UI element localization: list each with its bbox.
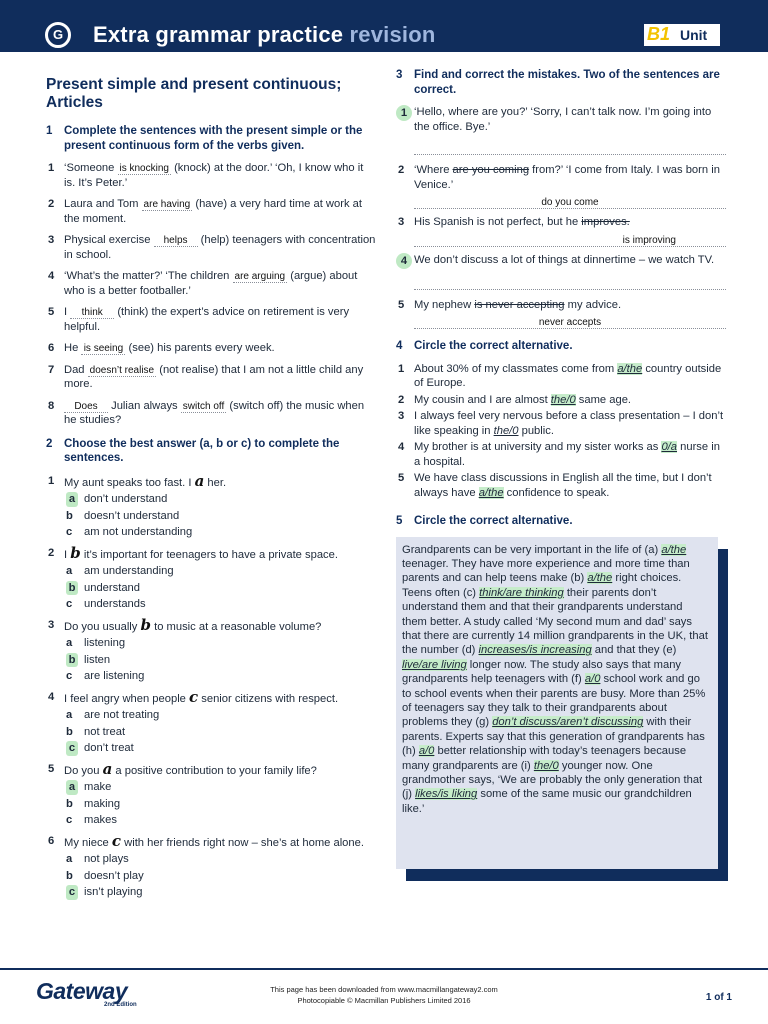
answer-option[interactable]: c makes xyxy=(66,814,117,826)
answer-blank[interactable]: doesn’t realise xyxy=(89,364,155,376)
answer-option[interactable]: b doesn’t play xyxy=(66,869,144,882)
selected-alternative[interactable]: a/the xyxy=(617,362,643,375)
answer-blank[interactable]: Does xyxy=(64,401,108,413)
exercise-number: 5 xyxy=(396,515,403,527)
exercise-instruction: Circle the correct alternative. xyxy=(414,340,573,352)
list-item: 5 I think (think) the expert’s advice on retirement is very helpful. xyxy=(48,306,350,333)
selected-alternative[interactable]: likes/is liking xyxy=(415,788,478,801)
answer-options xyxy=(66,636,376,684)
exercise-instruction: Find and correct the mistakes. Two of the sentences are correct. xyxy=(414,69,720,96)
answer-line[interactable]: do you come xyxy=(414,196,726,209)
answer-option[interactable]: a listening xyxy=(66,637,126,649)
answer-option[interactable]: a are not treating xyxy=(66,709,160,721)
right-column xyxy=(396,68,726,878)
section-title: Present simple and present continuous; Articles xyxy=(46,76,342,111)
selected-alternative[interactable]: the/0 xyxy=(493,424,519,437)
list-item: 5 My nephew is never accepting my advice. xyxy=(398,298,622,311)
answer-option[interactable]: c am not understanding xyxy=(66,526,193,538)
list-item: 2 My cousin and I are almost the/0 same age. xyxy=(398,393,632,406)
selected-alternative[interactable]: think/are thinking xyxy=(479,586,564,599)
page-header xyxy=(0,0,768,52)
answer-option[interactable]: a am understanding xyxy=(66,565,174,577)
handwritten-answer: c xyxy=(189,687,199,706)
list-item: 8 Does Julian always switch off (switch off) the music when he studies? xyxy=(48,399,365,426)
left-column xyxy=(46,68,376,909)
answer-option[interactable]: b doesn’t understand xyxy=(66,509,180,522)
answer-line[interactable]: never accepts xyxy=(414,316,726,329)
answer-option[interactable]: b making xyxy=(66,797,121,810)
list-item: 6 He is seeing (see) his parents every week. xyxy=(48,342,275,354)
unit-label: Unit xyxy=(680,27,708,43)
answer-option[interactable]: b not treat xyxy=(66,725,126,738)
answer-blank[interactable]: are arguing xyxy=(234,271,286,282)
list-item: 1 ‘Hello, where are you?’ ‘Sorry, I can’t talk now. I’m going into the office. Bye.’ xyxy=(396,105,726,134)
answer-options xyxy=(66,564,376,612)
answer-option[interactable]: b listen xyxy=(66,653,376,668)
answer-option[interactable]: a not plays xyxy=(66,853,129,865)
copyright-note: Photocopiable © Macmillan Publishers Limited 2016 xyxy=(297,996,471,1005)
footer-rule xyxy=(0,968,768,970)
handwritten-answer: b xyxy=(140,615,151,634)
list-item: 3 Do you usually b to music at a reasonable volume? xyxy=(48,615,322,634)
list-item: 3 I always feel very nervous before a class presentation – I don’t like speaking in the/0 public. xyxy=(398,410,724,437)
level-label: B1 xyxy=(647,24,671,44)
handwritten-answer: a xyxy=(194,471,205,490)
selected-alternative[interactable]: increases/is increasing xyxy=(478,644,592,657)
answer-line[interactable]: is improving xyxy=(414,234,726,247)
handwritten-answer: c xyxy=(111,831,122,850)
list-item: 7 Dad doesn’t realise (not realise) that I am not a little child any more. xyxy=(48,363,364,390)
page-title: Extra grammar practice revision xyxy=(93,22,436,47)
list-item: 2 ‘Where are you coming from?’ ‘I come from Italy. I was born in Venice.’ xyxy=(398,164,720,191)
answer-blank[interactable]: helps xyxy=(154,235,198,247)
answer-options xyxy=(66,708,376,756)
exercise-2-items xyxy=(46,471,376,900)
unit-number-block xyxy=(720,22,732,48)
answer-options xyxy=(66,780,376,828)
list-item: 5 We have class discussions in English all the time, but I don’t always have a/the confidence to speak. xyxy=(398,472,712,499)
exercise-4 xyxy=(396,339,726,500)
list-item: 2 I b it’s important for teenagers to have a private space. xyxy=(48,543,338,562)
answer-option[interactable]: c don’t treat xyxy=(66,741,376,756)
list-item: 4 My brother is at university and my sister works as 0/a nurse in a hospital. xyxy=(398,441,720,468)
reading-passage: Grandparents can be very important in the life of (a) a/the teenager. They have more experience and more time than parents and can help teens make (b) a/the right choices. Teens often (c) think/are thinking their parents don’t understand them and that their grandparents understand them better. A study called ‘My second mum and dad’ says that there are currently 14 million grandparents in the UK, that the number (d) increases/is increasing and that they (e) live/are living longer now. The study also says that many grandparents help teenagers with (f) a/0 school work and go to school events when their parents are busy. More than 25% of teenagers say they talk to their grandparents about problems they (g) don’t discuss/aren’t discussing with their parents. Experts say that this generation of grandparents has (h) a/0 better relationship with today’s teenagers because many grandparents are (i) the/0 younger now. One grandmother says, ‘We are probably the only generation that (j) likes/is liking some of the same music our grandchildren like.’ xyxy=(396,537,718,869)
exercise-2 xyxy=(46,437,376,900)
exercise-5 xyxy=(396,514,726,869)
answer-blank[interactable]: think xyxy=(70,307,114,319)
exercise-3 xyxy=(396,68,726,329)
selected-alternative[interactable]: a/0 xyxy=(418,745,435,758)
answer-options xyxy=(66,492,376,540)
selected-alternative[interactable]: live/are living xyxy=(402,658,467,671)
exercise-number: 4 xyxy=(396,340,403,352)
list-item: 3 Physical exercise helps (help) teenagers with concentration in school. xyxy=(48,234,376,261)
circled-number: 1 xyxy=(396,105,412,121)
list-item: 4 I feel angry when people c senior citizens with respect. xyxy=(48,687,339,706)
list-item: 1 ‘Someone is knocking (knock) at the door.’ ‘Oh, I know who it is. It’s Peter.’ xyxy=(48,162,364,189)
selected-alternative[interactable]: a/the xyxy=(478,486,504,499)
selected-alternative[interactable]: 0/a xyxy=(661,441,678,453)
list-item: 1 My aunt speaks too fast. I a her. xyxy=(48,471,227,490)
selected-alternative[interactable]: a/0 xyxy=(584,673,601,686)
circled-number: 4 xyxy=(396,253,412,269)
selected-alternative[interactable]: don’t discuss/aren’t discussing xyxy=(492,716,644,729)
answer-option[interactable]: c are listening xyxy=(66,670,145,682)
list-item: 4 ‘What’s the matter?’ ‘The children are arguing (argue) about who is a better footballer.’ xyxy=(48,270,358,297)
answer-blank[interactable]: switch off xyxy=(182,400,225,412)
gear-logo-icon: G xyxy=(45,22,71,48)
answer-blank[interactable]: are having xyxy=(143,199,191,210)
download-note[interactable]: This page has been downloaded from www.macmillangateway2.com xyxy=(270,985,498,994)
list-item: 2 Laura and Tom are having (have) a very hard time at work at the moment. xyxy=(48,198,362,225)
list-item: 3 His Spanish is not perfect, but he improves. xyxy=(398,216,630,228)
exercise-number: 3 xyxy=(396,69,403,81)
answer-line[interactable] xyxy=(414,142,726,155)
list-item: 1 About 30% of my classmates come from a/the country outside of Europe. xyxy=(398,362,722,389)
list-item: 4 We don’t discuss a lot of things at dinnertime – we watch TV. xyxy=(396,253,726,269)
answer-option[interactable]: c isn’t playing xyxy=(66,885,376,900)
answer-line[interactable] xyxy=(414,277,726,290)
footer-text xyxy=(0,984,768,1006)
selected-alternative[interactable]: a/the xyxy=(587,572,613,585)
exercise-instruction: Circle the correct alternative. xyxy=(414,515,573,527)
selected-alternative[interactable]: a/the xyxy=(661,543,687,556)
answer-option[interactable]: c understands xyxy=(66,598,146,610)
unit-badge xyxy=(644,24,732,46)
page-number: 1 of 1 xyxy=(705,992,732,1003)
answer-option[interactable]: b understand xyxy=(66,581,376,596)
handwritten-answer: b xyxy=(70,543,81,562)
exercise-1 xyxy=(46,124,376,428)
exercise-number: 1 xyxy=(46,125,53,137)
answer-blank[interactable]: is seeing xyxy=(81,343,125,355)
answer-option[interactable]: a don’t understand xyxy=(66,492,376,507)
answer-options xyxy=(66,852,376,900)
handwritten-answer: a xyxy=(102,759,113,778)
selected-alternative[interactable]: the/0 xyxy=(550,393,576,406)
exercise-instruction: Complete the sentences with the present simple or the present continuous form of the verbs given. xyxy=(64,125,363,152)
list-item: 5 Do you a a positive contribution to your family life? xyxy=(48,759,317,778)
gateway-logo: Gateway xyxy=(36,978,128,1004)
answer-blank[interactable]: is knocking xyxy=(119,163,169,174)
exercise-instruction: Choose the best answer (a, b or c) to complete the sentences. xyxy=(64,437,340,464)
exercise-number: 2 xyxy=(46,437,53,450)
passage-box xyxy=(396,537,718,869)
list-item: 6 My niece c with her friends right now – she’s at home alone. xyxy=(48,831,364,850)
selected-alternative[interactable]: the/0 xyxy=(533,759,559,772)
edition-label: 2nd Edition xyxy=(104,1002,137,1008)
answer-option[interactable]: a make xyxy=(66,780,376,795)
